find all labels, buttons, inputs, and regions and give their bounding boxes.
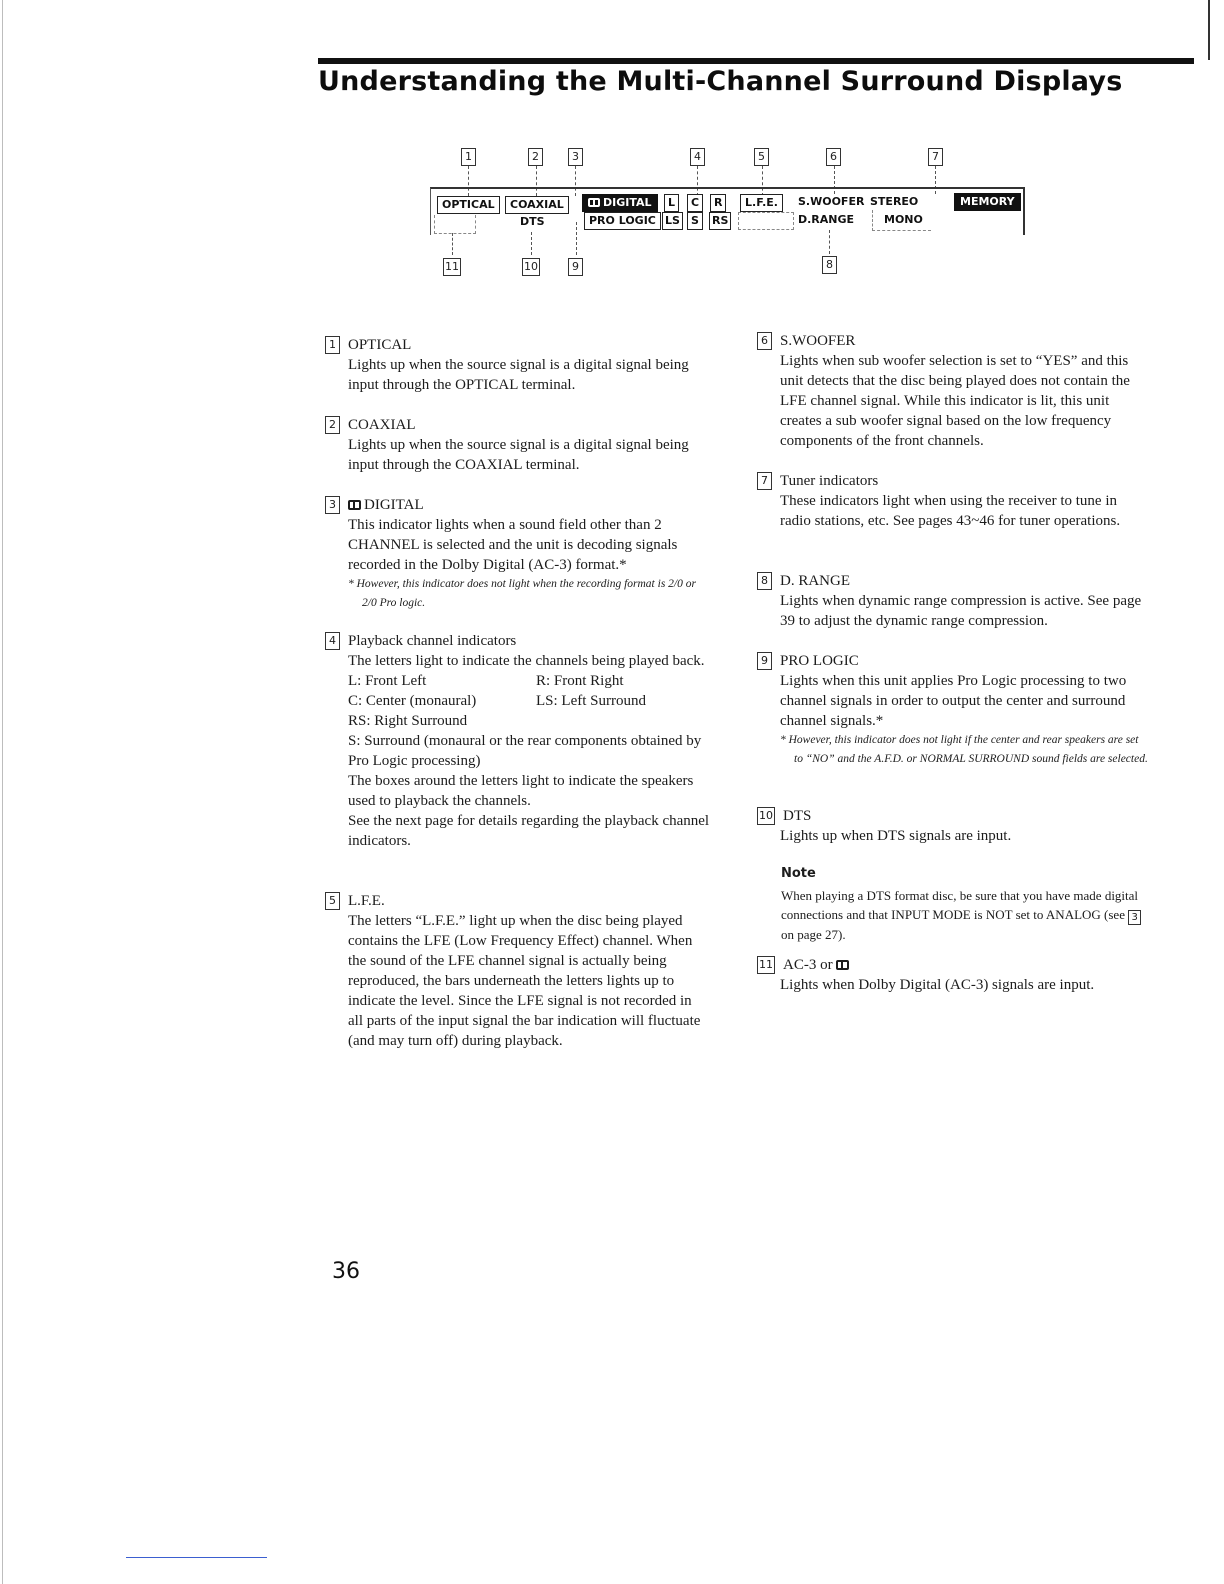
page-number: 36 [332, 1259, 360, 1284]
entry-drange [757, 571, 1149, 631]
entry-number: 2 [325, 416, 340, 434]
channel-r: R: Front Right [536, 673, 624, 689]
segment-dolby-digital [582, 194, 658, 212]
entry-pro-logic [757, 651, 1149, 769]
segment-s: S [687, 212, 703, 230]
entry-playback-channels [325, 631, 715, 851]
callout-4: 4 [690, 148, 705, 166]
segment-optical: OPTICAL [437, 196, 500, 214]
lfe-level-bars [738, 212, 794, 230]
callout-2: 2 [528, 148, 543, 166]
tuner-indicator-area [872, 210, 931, 231]
entry-tuner [757, 471, 1149, 531]
leader-8 [829, 230, 830, 254]
entry-optical [325, 335, 705, 395]
leader-11 [452, 233, 453, 255]
segment-ls: LS [662, 212, 683, 230]
segment-drange: D.RANGE [798, 213, 855, 226]
entry-digital [325, 495, 710, 613]
entry-number: 5 [325, 892, 340, 910]
entry-text: Lights when sub woofer selection is set to “YES” and this unit detects that the disc being played does not contain the LFE channel signal. While this indicator is lit, this unit creates a sub woofer signal based on the low frequency components of the front channels. [780, 353, 1130, 449]
page-title: Understanding the Multi-Channel Surround Displays [318, 66, 1123, 97]
callout-6: 6 [826, 148, 841, 166]
entry-text: The letters “L.F.E.” light up when the disc being played contains the LFE (Low Frequency Effect) channel. When the sound of the LFE channel signal is actually being reproduced, the bars underneath the letters lights up to indicate the level. Since the LFE signal is not recorded in all parts of the input signal the bar indication will fluctuate (and may turn off) during playback. [348, 913, 701, 1049]
entry-text: The letters light to indicate the channels being played back. [348, 653, 705, 669]
entry-text: Lights when this unit applies Pro Logic processing to two channel signals in order to output the center and surround channel signals.* [780, 673, 1127, 729]
callout-5: 5 [754, 148, 769, 166]
note-text [781, 886, 1146, 944]
entry-dts [757, 806, 1149, 846]
dolby-double-d-icon [348, 500, 361, 510]
leader-9 [576, 222, 577, 255]
entry-text: Lights up when DTS signals are input. [780, 828, 1012, 844]
entry-title: L.F.E. [348, 893, 385, 909]
channel-ls: LS: Left Surround [536, 693, 646, 709]
entry-coaxial [325, 415, 705, 475]
entry-lfe [325, 891, 710, 1051]
entry-text: Lights up when the source signal is a digital signal being input through the OPTICAL terminal. [348, 357, 689, 393]
entry-title: Playback channel indicators [348, 633, 517, 649]
channel-c: C: Center (monaural) [348, 693, 477, 709]
entry-text: Lights when Dolby Digital (AC-3) signals are input. [780, 977, 1095, 993]
segment-mono: MONO [884, 213, 923, 226]
channel-l: L: Front Left [348, 673, 427, 689]
entry-title: COAXIAL [348, 417, 416, 433]
callout-9: 9 [568, 258, 583, 276]
callout-8: 8 [822, 256, 837, 274]
entry-number: 1 [325, 336, 340, 354]
callout-11: 11 [443, 258, 461, 276]
entry-footnote: * However, this indicator does not light when the recording format is 2/0 or 2/0 Pro logic. [348, 578, 696, 609]
segment-l: L [664, 194, 679, 212]
leader-10 [531, 232, 532, 255]
entry-number: 3 [325, 496, 340, 514]
channel-s: S: Surround (monaural or the rear components obtained by Pro Logic processing) [348, 733, 702, 769]
segment-pro-logic: PRO LOGIC [584, 212, 661, 230]
entry-title: AC-3 or [783, 957, 833, 973]
note-text-after: on page 27). [781, 927, 846, 942]
entry-number: 7 [757, 472, 772, 490]
note-ref-number: 3 [1128, 910, 1141, 925]
segment-dts: DTS [520, 215, 545, 228]
entry-number: 9 [757, 652, 772, 670]
entry-number: 11 [757, 956, 775, 974]
segment-rs: RS [709, 212, 731, 230]
callout-3: 3 [568, 148, 583, 166]
note-text-before: When playing a DTS format disc, be sure that you have made digital connections and that INPUT MODE is NOT set to ANALOG (see [781, 888, 1139, 922]
entry-text: These indicators light when using the receiver to tune in radio stations, etc. See pages 43~46 for tuner operations. [780, 493, 1121, 529]
ac3-indicator-area [434, 215, 476, 234]
entry-number: 4 [325, 632, 340, 650]
entry-title: D. RANGE [780, 573, 850, 589]
callout-1: 1 [461, 148, 476, 166]
entry-text: Lights up when the source signal is a digital signal being input through the COAXIAL terminal. [348, 437, 689, 473]
entry-number: 8 [757, 572, 772, 590]
segment-digital-label: DIGITAL [603, 196, 652, 209]
entry-title: DIGITAL [364, 497, 424, 513]
entry-title: DTS [783, 808, 812, 824]
entry-title: PRO LOGIC [780, 653, 859, 669]
entry-text: This indicator lights when a sound field other than 2 CHANNEL is selected and the unit is decoding signals recorded in the Dolby Digital (AC-3) format.* [348, 517, 678, 573]
note-block [781, 864, 1146, 944]
scan-edge-right [1208, 0, 1210, 60]
entry-title: S.WOOFER [780, 333, 856, 349]
entry-text: Lights when dynamic range compression is active. See page 39 to adjust the dynamic range compression. [780, 593, 1142, 629]
segment-stereo: STEREO [870, 195, 919, 208]
entry-title: Tuner indicators [780, 473, 879, 489]
entry-text-boxes: The boxes around the letters light to indicate the speakers used to playback the channels. [348, 773, 694, 809]
dolby-double-d-icon [836, 960, 849, 970]
bottom-underline [126, 1557, 267, 1558]
title-rule [318, 58, 1194, 64]
segment-coaxial: COAXIAL [505, 196, 569, 214]
segment-c: C [687, 194, 703, 212]
segment-lfe: L.F.E. [740, 194, 783, 212]
scan-edge-left [2, 0, 3, 1584]
dolby-double-d-icon [588, 198, 600, 207]
segment-r: R [710, 194, 726, 212]
entry-swoofer [757, 331, 1149, 451]
entry-text-see: See the next page for details regarding the playback channel indicators. [348, 813, 710, 849]
entry-number: 6 [757, 332, 772, 350]
callout-7: 7 [928, 148, 943, 166]
note-title: Note [781, 866, 816, 881]
entry-title: OPTICAL [348, 337, 412, 353]
segment-swoofer: S.WOOFER [798, 195, 865, 208]
entry-number: 10 [757, 807, 775, 825]
segment-memory: MEMORY [954, 193, 1021, 211]
channel-rs: RS: Right Surround [348, 713, 468, 729]
entry-footnote: * However, this indicator does not light if the center and rear speakers are set to “NO” and the A.F.D. or NORMAL SURROUND sound fields are selected. [780, 734, 1148, 765]
callout-10: 10 [522, 258, 540, 276]
channel-legend [348, 671, 715, 711]
entry-ac3 [757, 955, 1149, 995]
